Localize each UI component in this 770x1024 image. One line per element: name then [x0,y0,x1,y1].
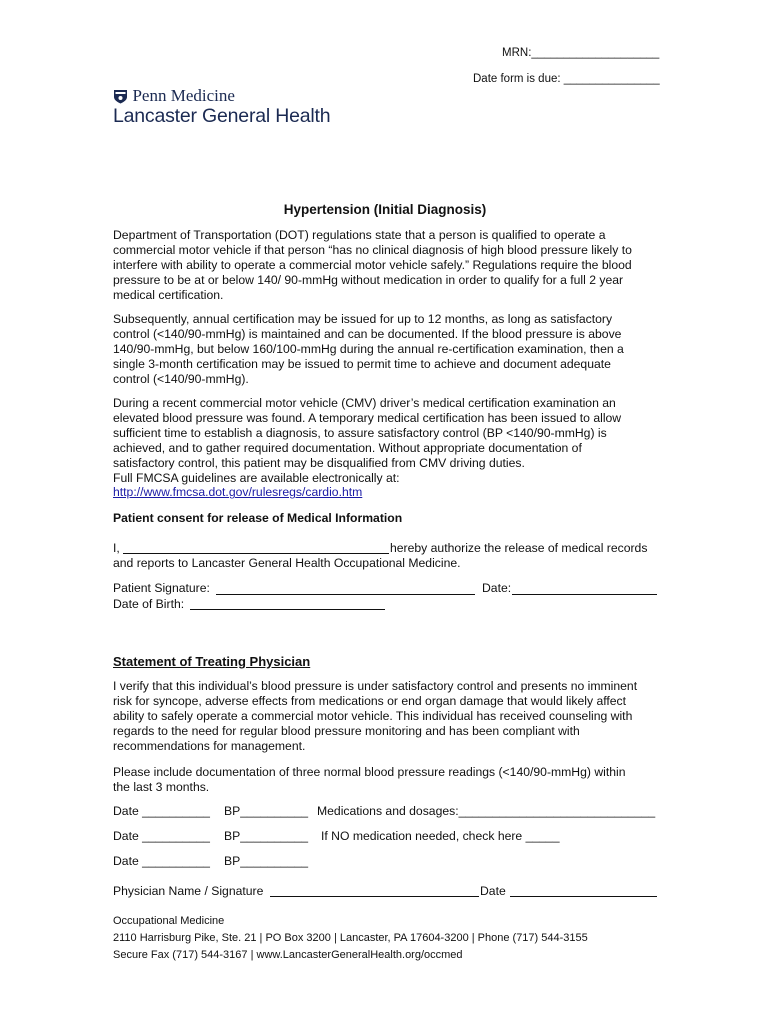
fmcsa-link[interactable]: http://www.fmcsa.dot.gov/rulesregs/cardio.htm [113,485,363,500]
physician-name-signature-label: Physician Name / Signature [113,884,264,898]
logo-lgh-text: Lancaster General Health [113,105,331,127]
consent-authorize-text: hereby authorize the release of medical records [390,541,648,555]
documentation-instruction: Please include documentation of three normal blood pressure readings (<140/90-mmHg) within the last 3 months. [113,765,626,794]
reading-bp-field[interactable]: BP__________ [224,854,309,868]
date-form-due-field[interactable]: Date form is due: _______________ [473,73,660,85]
patient-date-label: Date: [482,581,512,595]
mrn-field[interactable]: MRN:____________________ [502,47,660,59]
physician-date-label: Date [480,884,506,898]
paragraph-recent-exam: During a recent commercial motor vehicle (CMV) driver’s medical certification examination an elevated blood pressure was found. A temporary medical certification has been issued to allow sufficient time to establish a diagnosis, to assure satisfactory control (BP <140/90-mmHg) is achieved, and to gather required documentation. Without appropriate documentation of satisfactory control, this patient may be disqualified from CMV driving duties. Full FMCSA guidelines are available electronically at: http://www.fmcsa.dot.gov/rulesregs/cardio.htm [113,396,622,500]
physician-name-signature-field[interactable] [270,896,479,897]
reading-date-field[interactable]: Date __________ [113,854,210,868]
patient-name-field[interactable] [123,553,389,554]
footer [113,913,588,964]
patient-date-field[interactable] [512,594,657,595]
page-title: Hypertension (Initial Diagnosis) [283,202,487,217]
medications-field[interactable]: Medications and dosages:_____________________________ [317,804,656,818]
footer-contact: Secure Fax (717) 544-3167 | www.LancasterGeneralHealth.org/occmed [113,949,463,961]
reading-bp-field[interactable]: BP__________ [224,829,309,843]
reading-row [113,854,210,869]
consent-i-label: I, [113,541,120,555]
physician-date-field[interactable] [510,896,657,897]
consent-authorize-line2: and reports to Lancaster General Health Occupational Medicine. [113,556,461,570]
reading-bp-field[interactable]: BP__________ [224,804,309,818]
paragraph-annual-certification: Subsequently, annual certification may be issued for up to 12 months, as long as satisfactory control (<140/90-mmHg) is maintained and can be documented. If the blood pressure is above 140/90-mmHg, but below 160/100-mmHg during the annual re-certification examination, then a single 3-month certification may be issued to permit time to achieve and document adequate control (<140/90-mmHg). [113,312,624,386]
logo-penn-text: Penn Medicine [132,86,235,105]
dob-label: Date of Birth: [113,597,185,611]
dob-field[interactable] [190,609,385,610]
footer-dept: Occupational Medicine [113,915,225,927]
physician-verification-paragraph: I verify that this individual’s blood pressure is under satisfactory control and presents no imminent risk for syncope, adverse effects from medications or end organ damage that would likely affect ability to safely operate a commercial motor vehicle. This individual has received counseling with regards to the need for regular blood pressure monitoring and has been compliant with recommendations for management. [113,679,638,753]
consent-heading: Patient consent for release of Medical Information [113,511,403,525]
paragraph-dot-regulations: Department of Transportation (DOT) regulations state that a person is qualified to operate a commercial motor vehicle if that person “has no clinical diagnosis of high blood pressure likely to interfere with ability to operate a commercial motor vehicle safely.” Regulations require the blood pressure to be at or below 140/ 90-mmHg without medication in order to qualify for a full 2 year medical certification. [113,228,632,302]
reading-date-field[interactable]: Date __________ [113,829,210,843]
reading-row [113,804,210,819]
patient-signature-label: Patient Signature: [113,581,210,595]
no-medication-check-field[interactable]: If NO medication needed, check here _____ [321,829,560,843]
reading-date-field[interactable]: Date __________ [113,804,210,818]
footer-address: 2110 Harrisburg Pike, Ste. 21 | PO Box 3200 | Lancaster, PA 17604-3200 | Phone (717) 544-3155 [113,932,588,944]
physician-heading: Statement of Treating Physician [113,654,311,669]
reading-row [113,829,210,844]
patient-signature-field[interactable] [216,594,475,595]
